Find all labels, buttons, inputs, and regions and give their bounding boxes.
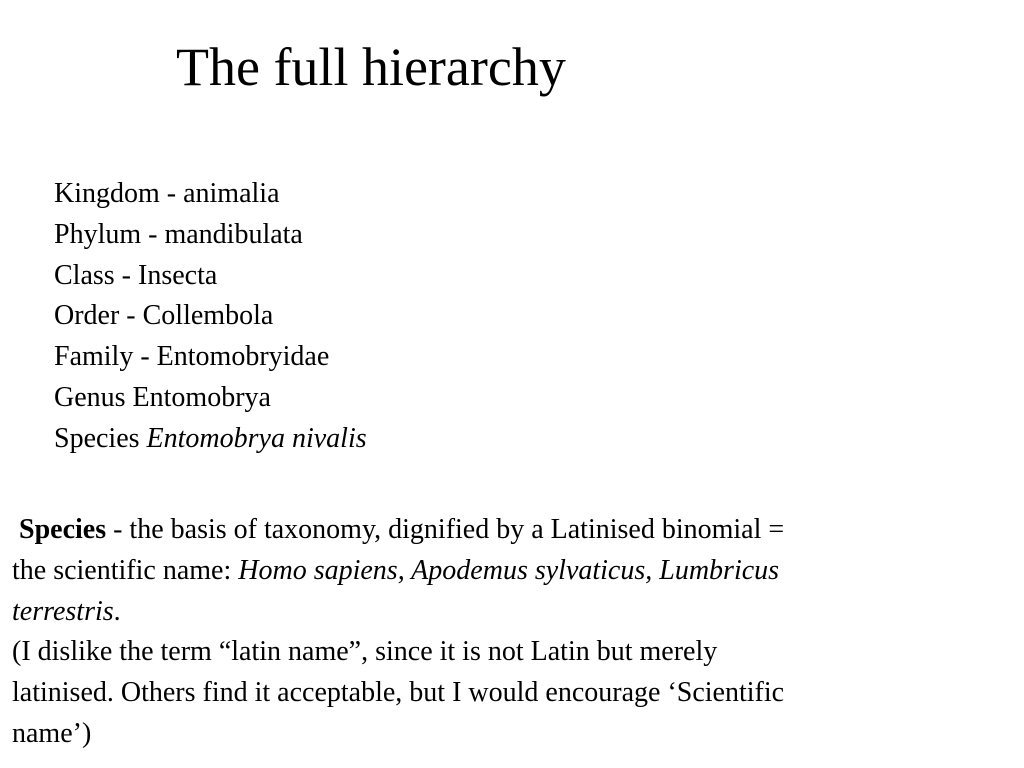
species-definition-paragraph [12, 510, 1012, 755]
hierarchy-item-order [54, 296, 367, 337]
hierarchy-item-genus [54, 378, 367, 419]
hierarchy-item-class [54, 256, 367, 297]
definition-line-6: name’) [12, 717, 92, 749]
example-binomials: Homo sapiens, Apodemus sylvaticus, Lumbricus [238, 554, 780, 586]
hierarchy-item-text: Kingdom - animalia [54, 178, 280, 209]
hierarchy-item-family [54, 337, 367, 378]
species-term: Species [19, 514, 107, 545]
definition-line-1 [12, 510, 1012, 551]
slide-title: The full hierarchy [176, 37, 566, 97]
definition-text: . [113, 595, 121, 627]
example-binomials: terrestris [12, 595, 114, 627]
definition-line-4: (I dislike the term “latin name”, since it is not Latin but merely [12, 636, 718, 668]
definition-line-3 [12, 592, 1012, 633]
species-scientific-name: Entomobrya nivalis [146, 422, 367, 454]
definition-text: - the basis of taxonomy, dignified by a Latinised binomial = [106, 514, 785, 545]
hierarchy-item-text: Phylum - mandibulata [54, 218, 303, 250]
hierarchy-item-kingdom [54, 174, 367, 215]
taxonomy-hierarchy-list [54, 174, 367, 460]
hierarchy-item-text: Class - Insecta [54, 259, 218, 291]
hierarchy-item-text: Species [54, 422, 147, 454]
definition-line-5: latinised. Others find it acceptable, but I would encourage ‘Scientific [12, 677, 785, 709]
definition-text: the scientific name: [12, 554, 239, 586]
hierarchy-item-text: Family - Entomobryidae [54, 341, 330, 373]
hierarchy-item-phylum [54, 215, 367, 256]
hierarchy-item-text: Genus Entomobrya [54, 381, 271, 413]
hierarchy-item-species [54, 419, 367, 460]
hierarchy-item-text: Order - Collembola [54, 300, 274, 332]
definition-line-2 [12, 551, 1012, 592]
